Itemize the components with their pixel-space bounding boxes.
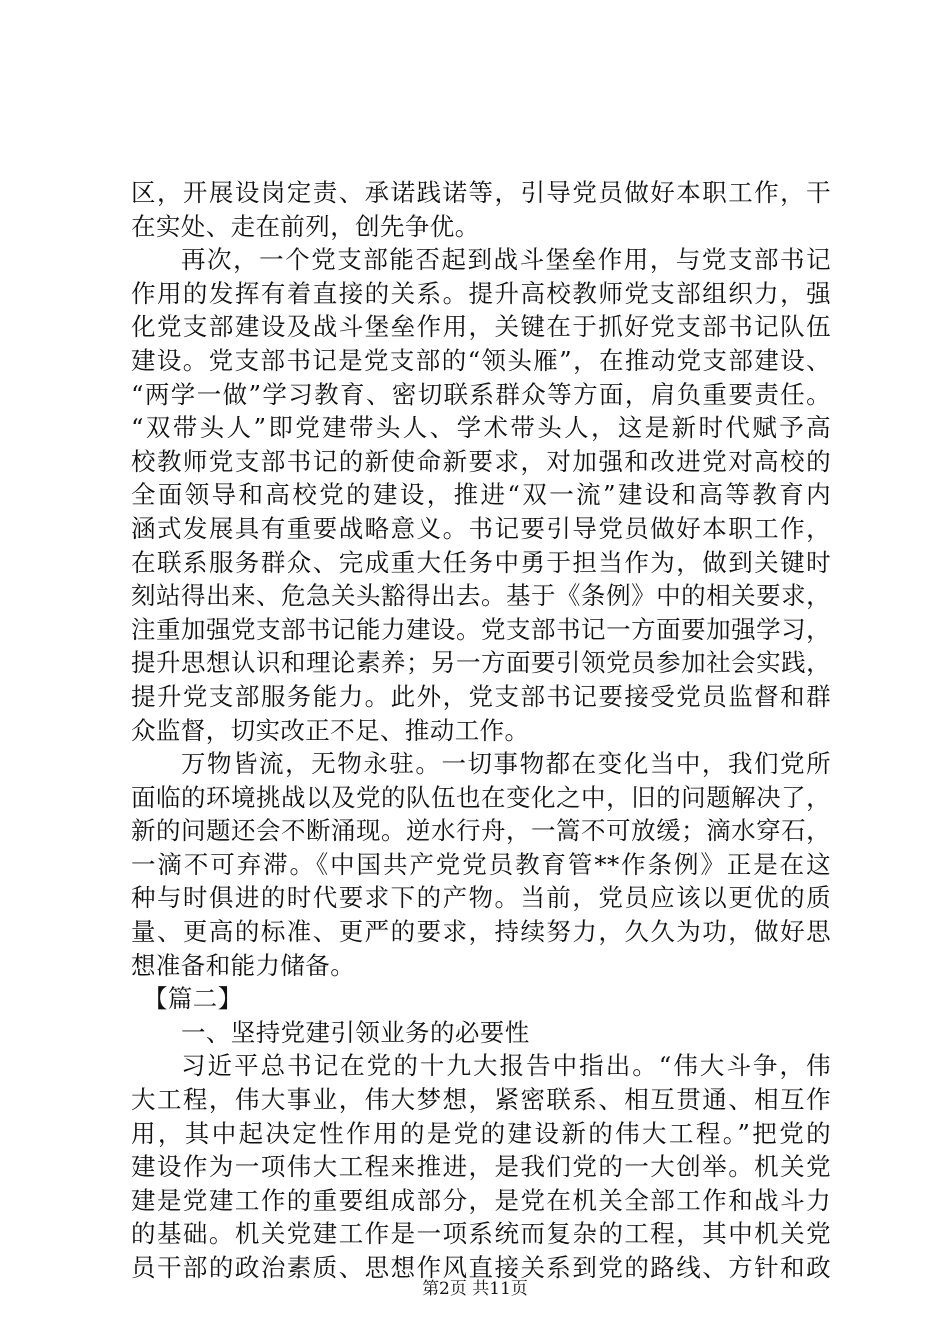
text-line: 作用的发挥有着直接的关系。提升高校教师党支部组织力，强 [131,278,831,308]
text-line: 刻站得出来、危急关头豁得出去。基于《条例》中的相关要求， [131,581,831,611]
text-line: 校教师党支部书记的新使命新要求，对加强和改进党对高校的 [131,446,831,476]
text-line: 提升党支部服务能力。此外，党支部书记要接受党员监督和群 [131,681,831,711]
text-line: 用，其中起决定性作用的是党的建设新的伟大工程。”把党的 [131,1118,831,1148]
text-line: 在实处、走在前列，创先争优。 [131,211,480,241]
text-line: 万物皆流，无物永驻。一切事物都在变化当中，我们党所 [181,749,831,779]
text-line: 全面领导和高校党的建设，推进“双一流”建设和高等教育内 [131,480,831,510]
text-line: “双带头人”即党建带头人、学术带头人，这是新时代赋予高 [131,413,831,443]
page-footer: 第2页 共11页 [422,1279,528,1299]
text-line: 量、更高的标准、更严的要求，持续努力，久久为功，做好思 [131,917,831,947]
text-line: 化党支部建设及战斗堡垒作用，关键在于抓好党支部书记队伍 [131,312,831,342]
text-line: 一、坚持党建引领业务的必要性 [181,1017,530,1047]
text-line: 区，开展设岗定责、承诺践诺等，引导党员做好本职工作，干 [131,178,831,207]
text-line: 建是党建工作的重要组成部分，是党在机关全部工作和战斗力 [131,1185,831,1215]
section-heading: 【篇二】 [143,984,243,1014]
text-line: 建设作为一项伟大工程来推进，是我们党的一大创举。机关党 [131,1152,831,1182]
text-line: 面临的环境挑战以及党的队伍也在变化之中，旧的问题解决了， [131,782,831,812]
text-line: 的基础。机关党建工作是一项系统而复杂的工程，其中机关党 [131,1219,831,1249]
text-line: 在联系服务群众、完成重大任务中勇于担当作为，做到关键时 [131,547,831,577]
text-line: 众监督，切实改正不足、推动工作。 [131,715,530,745]
text-line: 想准备和能力储备。 [131,950,356,980]
text-line: 习近平总书记在党的十九大报告中指出。“伟大斗争，伟 [181,1051,831,1081]
text-line: 员干部的政治素质、思想作风直接关系到党的路线、方针和政 [131,1253,831,1282]
text-line: 大工程，伟大事业，伟大梦想，紧密联系、相互贯通、相互作 [131,1085,831,1115]
document-body [131,176,831,1285]
text-line: “两学一做”学习教育、密切联系群众等方面，肩负重要责任。 [131,379,831,409]
text-line: 新的问题还会不断涌现。逆水行舟，一篙不可放缓；滴水穿石， [131,816,831,846]
text-line: 再次，一个党支部能否起到战斗堡垒作用，与党支部书记 [181,245,831,275]
text-line: 涵式发展具有重要战略意义。书记要引导党员做好本职工作， [131,513,831,543]
text-line: 注重加强党支部书记能力建设。党支部书记一方面要加强学习， [131,614,831,644]
text-line: 提升思想认识和理论素养；另一方面要引领党员参加社会实践， [131,648,831,678]
text-line: 种与时俱进的时代要求下的产物。当前，党员应该以更优的质 [131,883,831,913]
text-line: 一滴不可弃滞。《中国共产党党员教育管**作条例》正是在这 [131,849,831,879]
text-line: 建设。党支部书记是党支部的“领头雁”，在推动党支部建设、 [131,345,831,375]
